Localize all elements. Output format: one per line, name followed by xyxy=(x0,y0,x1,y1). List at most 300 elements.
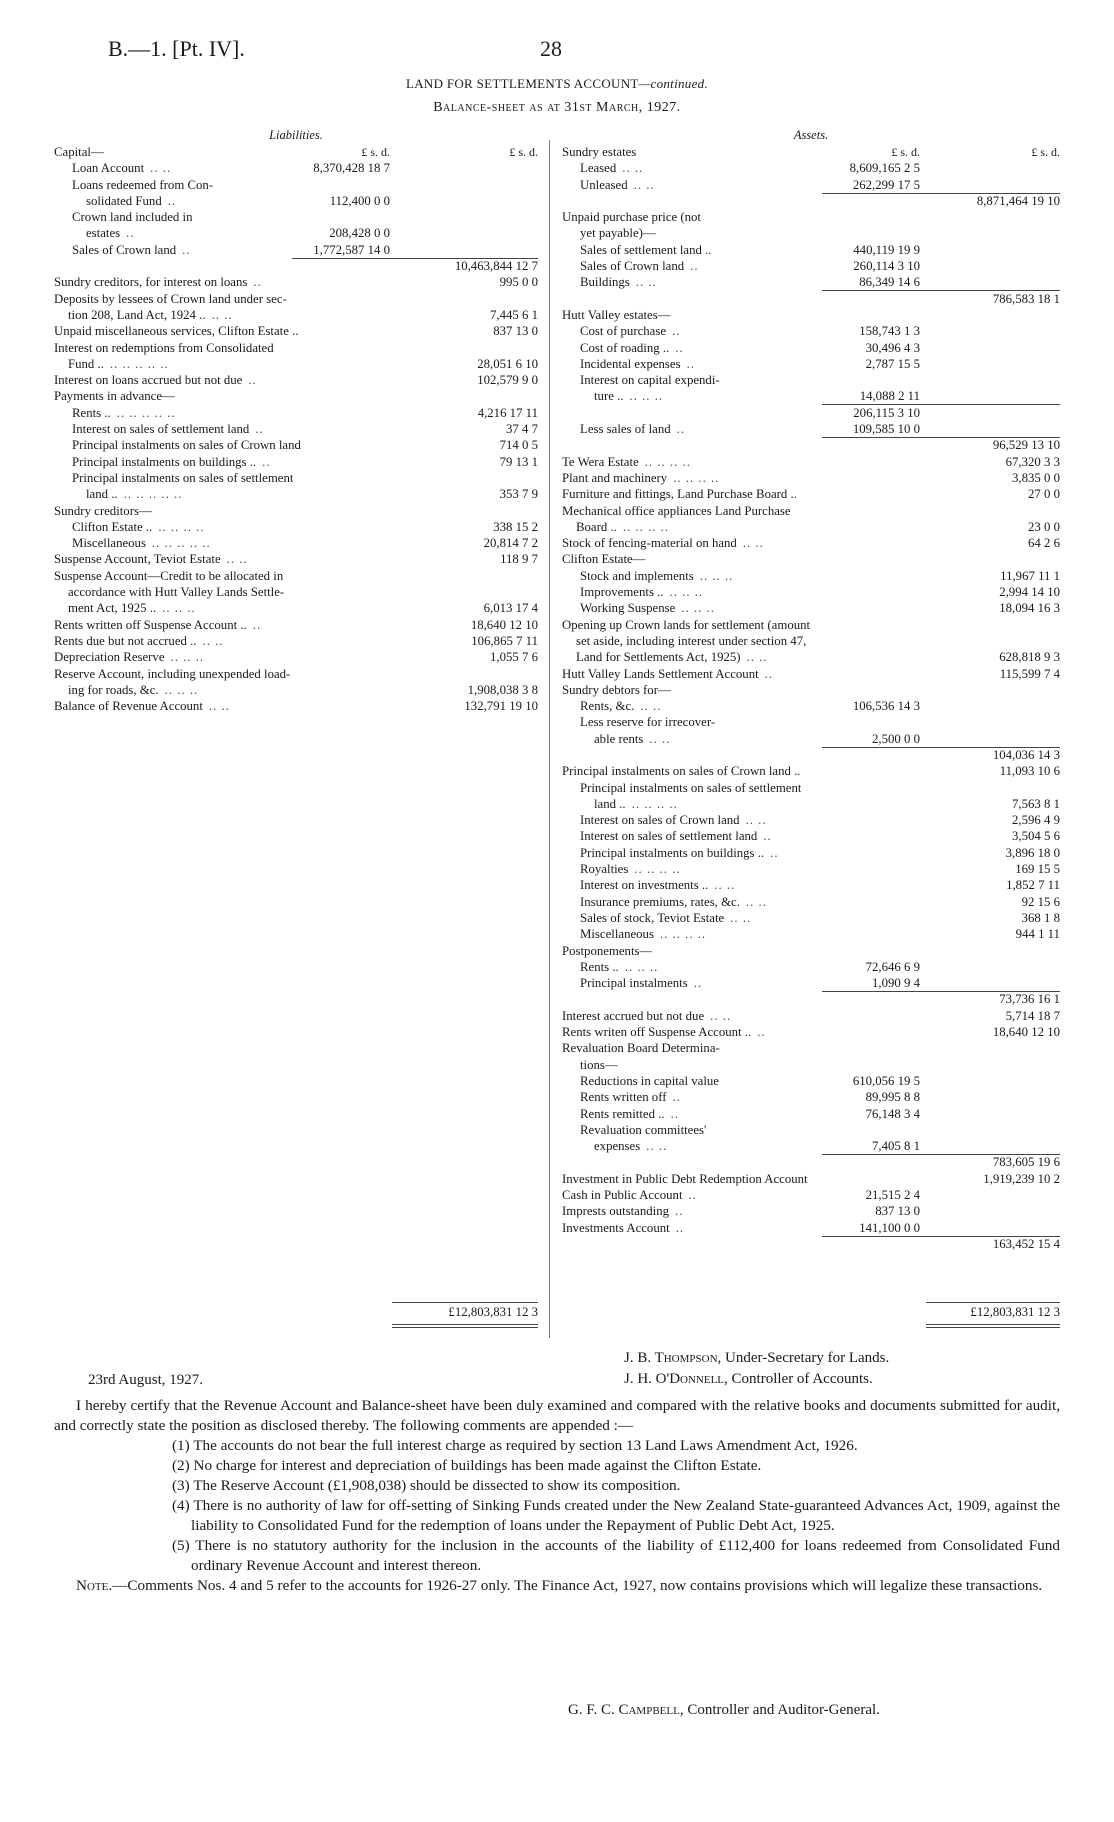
audit-certificate xyxy=(54,1396,1060,1596)
asset-label xyxy=(562,1040,720,1056)
asset-label xyxy=(580,910,751,926)
asset-label-text: Rents remitted .. xyxy=(580,1106,665,1121)
asset-label-text: Working Suspense xyxy=(580,601,676,616)
liability-leader-dots: .. xyxy=(253,275,262,290)
liability-outer-amount: 353 7 9 xyxy=(499,487,538,502)
asset-label-text: Hutt Valley estates— xyxy=(562,307,671,322)
liability-row xyxy=(54,633,538,649)
signature-controller xyxy=(624,1371,873,1388)
asset-label xyxy=(594,1138,667,1154)
asset-label xyxy=(562,307,671,323)
asset-label-text: Interest on capital expendi- xyxy=(580,373,720,388)
liability-label xyxy=(54,617,261,633)
asset-label xyxy=(580,877,735,893)
asset-label xyxy=(562,470,719,486)
asset-row xyxy=(562,486,1060,502)
asset-inner-amount: 72,646 6 9 xyxy=(865,959,920,974)
liability-label xyxy=(54,388,175,404)
liability-label-text: Sales of Crown land xyxy=(72,242,177,257)
asset-leader-dots: .. xyxy=(688,1188,697,1202)
liability-row xyxy=(54,437,538,453)
asset-label-text: Board .. xyxy=(576,519,617,534)
liability-row xyxy=(54,698,538,714)
asset-label xyxy=(580,1057,618,1073)
liability-label-text: Miscellaneous xyxy=(72,536,146,551)
liability-inner-amount: £ s. d. xyxy=(361,145,390,159)
asset-inner-amount: 21,515 2 4 xyxy=(865,1188,920,1202)
liability-leader-dots: .. .. .. xyxy=(170,650,205,665)
asset-label xyxy=(580,568,733,584)
liability-leader-dots: .. .. .. xyxy=(162,601,196,616)
liability-label-text: Suspense Account—Credit to be allocated in xyxy=(54,568,284,583)
liability-label-text: Rents written off Suspense Account .. xyxy=(54,617,247,632)
asset-label xyxy=(580,584,703,600)
asset-label-text: expenses xyxy=(594,1139,641,1154)
liability-outer-amount: 132,791 19 10 xyxy=(464,699,538,714)
asset-label xyxy=(576,633,806,649)
liability-label xyxy=(54,666,290,682)
liability-leader-dots: .. .. .. .. .. xyxy=(116,405,176,420)
liability-row xyxy=(54,666,538,682)
asset-inner-amount: 8,609,165 2 5 xyxy=(849,161,920,176)
asset-inner-amount: 837 13 0 xyxy=(875,1204,920,1219)
asset-row xyxy=(562,1024,1060,1040)
liability-label xyxy=(68,356,169,372)
asset-outer-amount: 163,452 15 4 xyxy=(992,1236,1060,1251)
asset-leader-dots: .. xyxy=(670,1106,679,1121)
asset-leader-dots: .. .. xyxy=(640,699,662,714)
liability-label xyxy=(54,633,224,649)
asset-leader-dots: .. .. .. xyxy=(629,389,664,404)
asset-label-text: Leased xyxy=(580,161,617,176)
asset-row xyxy=(562,225,1060,241)
liability-outer-amount: 18,640 12 10 xyxy=(470,617,538,632)
asset-label xyxy=(562,666,773,682)
asset-label xyxy=(580,177,655,193)
asset-row xyxy=(562,894,1060,910)
asset-label xyxy=(562,486,797,502)
comment-item: (5) There is no statutory authority for the inclusion in the accounts of the liability of £112,400 for loans redeemed from Consolidated Fund ordinary Revenue Account and interest thereon. xyxy=(172,1537,1060,1574)
liability-label xyxy=(72,160,171,176)
asset-outer-amount: 628,818 9 3 xyxy=(999,650,1060,665)
liability-label xyxy=(72,405,176,421)
liability-label-text: Interest on loans accrued but not due xyxy=(54,373,243,388)
asset-row xyxy=(562,1073,1060,1089)
asset-label xyxy=(562,1187,697,1203)
asset-leader-dots: .. .. .. .. xyxy=(673,470,720,485)
asset-label xyxy=(580,714,715,730)
asset-label-text: Less reserve for irrecover- xyxy=(580,715,716,730)
asset-label-text: Plant and machinery xyxy=(562,470,668,485)
liability-label-text: tion 208, Land Act, 1924 .. xyxy=(68,307,206,322)
liability-outer-amount: 338 15 2 xyxy=(493,519,538,534)
liability-row xyxy=(54,242,538,258)
liability-row xyxy=(54,617,538,633)
asset-label-text: Investments Account xyxy=(562,1220,670,1235)
asset-label xyxy=(562,1203,683,1219)
asset-outer-amount: 96,529 13 10 xyxy=(992,438,1060,453)
liability-outer-amount: 10,463,844 12 7 xyxy=(454,259,538,274)
note-label: Note. xyxy=(76,1577,113,1594)
liability-label xyxy=(68,584,284,600)
asset-label xyxy=(562,1024,766,1040)
asset-row xyxy=(562,845,1060,861)
asset-label-text: Cost of purchase xyxy=(580,324,667,339)
liability-inner-amount: 8,370,428 18 7 xyxy=(313,161,390,176)
asset-label xyxy=(580,258,699,274)
asset-row xyxy=(562,209,1060,225)
asset-label xyxy=(576,519,669,535)
auditor-signature xyxy=(568,1702,880,1719)
asset-label-text: land .. xyxy=(594,796,626,811)
asset-outer-amount: 104,036 14 3 xyxy=(992,747,1060,762)
asset-leader-dots: .. xyxy=(672,1090,681,1105)
asset-label xyxy=(562,535,764,551)
certificate-intro: I hereby certify that the Revenue Account and Balance-sheet have been duly examined and compared with the relative books and documents submitted for audit, and correctly state the position as disclosed thereby. The following comments are appended :— xyxy=(54,1397,1060,1434)
note-text: —Comments Nos. 4 and 5 refer to the accounts for 1926-27 only. The Finance Act, 1927, now contains provisions which will legalize these transactions. xyxy=(112,1577,1043,1594)
assets-rows xyxy=(562,144,1060,1252)
asset-row xyxy=(562,991,1060,1007)
liability-leader-dots: .. xyxy=(182,242,191,257)
asset-label xyxy=(580,372,720,388)
sig2-title: Controller of Accounts. xyxy=(731,1371,873,1387)
asset-outer-amount: 3,504 5 6 xyxy=(1012,829,1060,844)
asset-label-text: Postponements— xyxy=(562,943,653,958)
asset-grand-total: £12,803,831 12 3 xyxy=(970,1305,1060,1319)
liability-label xyxy=(54,340,274,356)
sig2-name: J. H. O'Donnell, xyxy=(624,1371,728,1387)
liability-label xyxy=(54,503,152,519)
asset-label xyxy=(562,503,791,519)
liability-label-text: Depreciation Reserve xyxy=(54,650,165,665)
asset-label-text: set aside, including interest under section 47, xyxy=(576,633,807,648)
liability-label-text: Loan Account xyxy=(72,161,145,176)
liability-row xyxy=(54,144,538,160)
asset-inner-amount: £ s. d. xyxy=(891,145,920,159)
liability-row xyxy=(54,519,538,535)
asset-outer-amount: £ s. d. xyxy=(1031,145,1060,159)
asset-inner-amount: 440,119 19 9 xyxy=(853,242,920,257)
asset-inner-amount: 262,299 17 5 xyxy=(852,177,920,192)
asset-row xyxy=(562,323,1060,339)
asset-row xyxy=(562,910,1060,926)
asset-label-text: Reductions in capital value xyxy=(580,1073,719,1088)
asset-label xyxy=(562,682,671,698)
liability-row xyxy=(54,584,538,600)
asset-label-text: Sundry debtors for— xyxy=(562,682,671,697)
liability-label xyxy=(72,177,213,193)
asset-row xyxy=(562,193,1060,209)
asset-leader-dots: .. .. .. xyxy=(681,601,715,616)
liability-outer-amount: 714 0 5 xyxy=(499,438,538,453)
liability-row xyxy=(54,372,538,388)
asset-row xyxy=(562,1203,1060,1219)
asset-leader-dots: .. .. .. xyxy=(699,568,734,583)
asset-leader-dots: .. xyxy=(686,356,695,371)
asset-row xyxy=(562,568,1060,584)
liability-label-text: Capital— xyxy=(54,145,104,159)
liability-label-text: Clifton Estate .. xyxy=(72,519,153,534)
asset-row xyxy=(562,714,1060,730)
liability-label xyxy=(72,242,191,258)
liability-outer-amount: 837 13 0 xyxy=(493,324,538,339)
asset-label-text: Furniture and fittings, Land Purchase Board .. xyxy=(562,487,797,502)
asset-label xyxy=(580,812,767,828)
liability-label-text: Interest on redemptions from Consolidated xyxy=(54,340,274,355)
liability-outer-amount: 7,445 6 1 xyxy=(490,307,538,322)
asset-label xyxy=(580,340,684,356)
asset-row xyxy=(562,519,1060,535)
asset-label-text: Te Wera Estate xyxy=(562,454,639,469)
liability-leader-dots: .. xyxy=(262,454,271,469)
asset-row xyxy=(562,503,1060,519)
asset-row xyxy=(562,796,1060,812)
liability-label xyxy=(54,551,248,567)
liability-outer-amount: 28,051 6 10 xyxy=(477,356,538,371)
liability-leader-dots: .. .. xyxy=(208,699,230,714)
liability-label xyxy=(54,698,230,714)
liability-label xyxy=(68,307,233,323)
liability-row xyxy=(54,470,538,486)
liability-leader-dots: .. .. .. .. xyxy=(158,519,205,534)
liability-row xyxy=(54,323,538,339)
asset-inner-amount: 158,743 1 3 xyxy=(859,324,920,339)
liabilities-rows xyxy=(54,144,538,714)
liability-label-text: Unpaid miscellaneous services, Clifton Estate .. xyxy=(54,324,299,339)
liability-label xyxy=(72,209,192,225)
asset-outer-amount: 73,736 16 1 xyxy=(999,992,1060,1007)
asset-outer-amount: 169 15 5 xyxy=(1015,862,1060,877)
asset-leader-dots: .. .. .. .. xyxy=(622,519,670,534)
asset-row xyxy=(562,388,1060,404)
asset-row xyxy=(562,666,1060,682)
asset-label-text: Royalties xyxy=(580,862,629,877)
asset-leader-dots: .. .. xyxy=(649,731,671,746)
asset-label-text: Interest on sales of settlement land xyxy=(580,829,758,844)
asset-label xyxy=(580,356,695,372)
liability-label xyxy=(54,144,104,160)
auditor-title: Controller and Auditor-General. xyxy=(687,1702,880,1718)
liability-label-text: Payments in advance— xyxy=(54,389,175,404)
comment-item: (4) There is no authority of law for off-setting of Sinking Funds created under the New Zealand State-guaranteed Advances Act, 1909, against the liability to Consolidated Fund for the redemption of loans under the Repayment of Public Debt Act, 1925. xyxy=(172,1497,1060,1534)
asset-label xyxy=(580,225,656,241)
asset-label xyxy=(580,926,706,942)
asset-label-text: Investment in Public Debt Redemption Account xyxy=(562,1171,808,1186)
asset-label-text: Unleased xyxy=(580,177,628,192)
liability-label xyxy=(68,600,196,616)
asset-label-text: Insurance premiums, rates, &c. xyxy=(580,894,740,909)
asset-leader-dots: .. .. .. .. xyxy=(659,927,707,942)
asset-outer-amount: 67,320 3 3 xyxy=(1005,454,1060,469)
asset-label-text: Principal instalments on sales of Crown land .. xyxy=(562,764,801,779)
asset-row xyxy=(562,649,1060,665)
liability-inner-amount: 208,428 0 0 xyxy=(329,226,390,241)
asset-row xyxy=(562,780,1060,796)
signature-under-secretary xyxy=(624,1350,889,1367)
asset-label xyxy=(576,649,768,665)
asset-outer-amount: 1,852 7 11 xyxy=(1006,878,1060,893)
liability-label xyxy=(68,682,198,698)
asset-row xyxy=(562,1057,1060,1073)
asset-leader-dots: .. xyxy=(675,340,684,355)
asset-row xyxy=(562,274,1060,290)
asset-label xyxy=(580,323,680,339)
asset-outer-amount: 23 0 0 xyxy=(1028,519,1060,534)
asset-inner-amount: 260,114 3 10 xyxy=(853,259,920,274)
liability-leader-dots: .. .. .. .. .. xyxy=(151,536,211,551)
liability-label-text: Crown land included in xyxy=(72,210,193,225)
asset-row xyxy=(562,812,1060,828)
liability-inner-amount: 1,772,587 14 0 xyxy=(313,242,390,257)
liability-label xyxy=(54,291,287,307)
asset-outer-amount: 7,563 8 1 xyxy=(1012,796,1060,811)
liability-inner-amount: 112,400 0 0 xyxy=(329,193,390,208)
asset-row xyxy=(562,1236,1060,1252)
asset-row xyxy=(562,959,1060,975)
liability-row xyxy=(54,258,538,274)
liability-row xyxy=(54,568,538,584)
asset-row xyxy=(562,535,1060,551)
asset-label-text: Principal instalments on sales of settlement xyxy=(580,780,802,795)
asset-label-text: Revaluation Board Determina- xyxy=(562,1041,720,1056)
asset-row xyxy=(562,405,1060,421)
asset-row xyxy=(562,1187,1060,1203)
signature-date: 23rd August, 1927. xyxy=(88,1372,204,1388)
asset-row xyxy=(562,1089,1060,1105)
asset-inner-amount: 86,349 14 6 xyxy=(859,275,920,290)
asset-label xyxy=(562,1220,684,1236)
asset-outer-amount: 11,093 10 6 xyxy=(999,764,1060,779)
asset-label xyxy=(594,731,670,747)
asset-leader-dots: .. .. xyxy=(745,813,767,828)
liability-outer-amount: 20,814 7 2 xyxy=(483,536,538,551)
asset-outer-amount: 115,599 7 4 xyxy=(999,666,1060,681)
liability-outer-amount: 1,055 7 6 xyxy=(490,650,538,665)
liability-label xyxy=(72,519,205,535)
liability-outer-amount: 4,216 17 11 xyxy=(477,405,538,420)
liability-leader-dots: .. .. xyxy=(211,307,233,322)
liability-label-text: Deposits by lessees of Crown land under sec- xyxy=(54,291,287,306)
liability-total-top-rule xyxy=(392,1302,538,1303)
asset-row xyxy=(562,242,1060,258)
liability-row xyxy=(54,421,538,437)
asset-label xyxy=(580,845,779,861)
liability-label-text: Principal instalments on buildings .. xyxy=(72,454,257,469)
asset-inner-amount: 610,056 19 5 xyxy=(852,1073,920,1088)
asset-outer-amount: 2,596 4 9 xyxy=(1012,813,1060,828)
asset-label-text: Buildings xyxy=(580,275,630,290)
asset-label-text: Hutt Valley Lands Settlement Account xyxy=(562,666,759,681)
asset-label-text: Improvements .. xyxy=(580,585,664,600)
asset-label-text: Cash in Public Account xyxy=(562,1188,683,1202)
liability-label-text: Reserve Account, including unexpended load- xyxy=(54,666,291,681)
asset-label-text: ture .. xyxy=(594,389,624,404)
asset-label-text: Cost of roading .. xyxy=(580,340,670,355)
comment-item: (2) No charge for interest and depreciation of buildings has been made against the Clifton Estate. xyxy=(172,1457,762,1474)
liability-label-text: Interest on sales of settlement land xyxy=(72,422,250,437)
sig1-name: J. B. Thompson, xyxy=(624,1350,722,1366)
asset-row xyxy=(562,1122,1060,1138)
asset-outer-amount: 786,583 18 1 xyxy=(992,291,1060,306)
liability-leader-dots: .. xyxy=(167,193,177,208)
asset-label-text: Sundry estates xyxy=(562,145,637,159)
asset-inner-amount: 14,088 2 11 xyxy=(859,389,920,404)
liability-label-text: Loans redeemed from Con- xyxy=(72,177,214,192)
liability-row xyxy=(54,682,538,698)
liability-row xyxy=(54,535,538,551)
asset-row xyxy=(562,828,1060,844)
asset-total-double-rule xyxy=(926,1327,1060,1328)
asset-total-top-rule xyxy=(926,1302,1060,1303)
asset-leader-dots: .. xyxy=(770,845,779,860)
liability-label xyxy=(54,649,204,665)
asset-label-text: Principal instalments xyxy=(580,976,688,991)
asset-label-text: Less sales of land xyxy=(580,422,671,437)
asset-row xyxy=(562,1154,1060,1170)
asset-outer-amount: 2,994 14 10 xyxy=(999,585,1060,600)
asset-outer-amount: 92 15 6 xyxy=(1021,894,1060,909)
asset-row xyxy=(562,258,1060,274)
liability-label-text: Rents due but not accrued .. xyxy=(54,633,197,648)
asset-outer-amount: 783,605 19 6 xyxy=(992,1155,1060,1170)
liability-label-text: land .. xyxy=(86,487,118,502)
asset-label xyxy=(580,1073,719,1089)
liability-label-text: Rents .. xyxy=(72,405,111,420)
asset-row xyxy=(562,470,1060,486)
asset-label xyxy=(580,894,767,910)
asset-leader-dots: .. .. xyxy=(710,1008,732,1023)
liabilities-heading: Liabilities. xyxy=(269,128,323,142)
account-title-continued: —continued. xyxy=(638,76,709,91)
liability-row xyxy=(54,486,538,502)
asset-label xyxy=(580,1089,681,1105)
asset-row xyxy=(562,1008,1060,1024)
asset-leader-dots: .. xyxy=(763,829,772,844)
liability-row xyxy=(54,160,538,176)
liability-row xyxy=(54,209,538,225)
liability-leader-dots: .. .. xyxy=(202,633,224,648)
asset-label-text: Stock of fencing-material on hand xyxy=(562,536,737,551)
liability-leader-dots: .. xyxy=(252,617,262,632)
asset-row xyxy=(562,307,1060,323)
asset-outer-amount: 8,871,464 19 10 xyxy=(976,193,1060,208)
liability-label-text: solidated Fund xyxy=(86,193,162,208)
comment-item: (1) The accounts do not bear the full interest charge as required by section 13 Land Laws Amendment Act, 1926. xyxy=(172,1437,858,1454)
asset-row xyxy=(562,600,1060,616)
liability-row xyxy=(54,551,538,567)
asset-row xyxy=(562,551,1060,567)
asset-row xyxy=(562,763,1060,779)
liability-outer-amount: £ s. d. xyxy=(509,145,538,159)
asset-row xyxy=(562,617,1060,633)
asset-leader-dots: .. .. xyxy=(742,536,764,551)
liability-outer-amount: 6,013 17 4 xyxy=(483,601,538,616)
asset-label-text: Sales of stock, Teviot Estate xyxy=(580,910,725,925)
asset-row xyxy=(562,861,1060,877)
certificate-note xyxy=(54,1576,1060,1596)
liability-label-text: estates xyxy=(86,226,121,241)
asset-label-text: Revaluation committees' xyxy=(580,1122,707,1137)
liability-label-text: Principal instalments on sales of Crown land xyxy=(72,438,301,453)
asset-row xyxy=(562,682,1060,698)
asset-leader-dots: .. .. xyxy=(746,650,768,665)
liability-label-text: Sundry creditors, for interest on loans xyxy=(54,275,248,290)
asset-row xyxy=(562,633,1060,649)
liability-outer-amount: 118 9 7 xyxy=(500,552,538,567)
asset-leader-dots: .. xyxy=(757,1025,766,1040)
asset-leader-dots: .. xyxy=(675,1204,684,1219)
asset-label-text: Imprests outstanding xyxy=(562,1204,669,1219)
